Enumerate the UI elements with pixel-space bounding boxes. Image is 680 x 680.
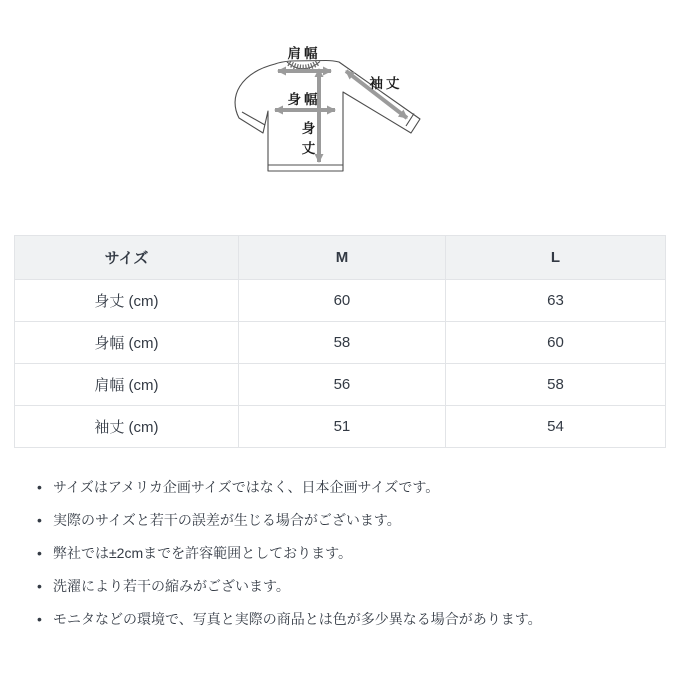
table-row: [15, 280, 666, 322]
list-item: • 実際のサイズと若干の誤差が生じる場合がございます。: [36, 511, 656, 530]
row-label: 身幅 (cm): [15, 322, 239, 364]
row-label: 身丈 (cm): [15, 280, 239, 322]
row-value-l: 54: [445, 406, 665, 448]
size-table-header-size: サイズ: [15, 236, 239, 280]
shoulder-width-label: 肩幅: [287, 46, 321, 61]
list-item: • モニタなどの環境で、写真と実際の商品とは色が多少異なる場合があります。: [36, 610, 656, 629]
body-length-label-char2: 丈: [301, 141, 319, 156]
size-table-header-m: M: [238, 236, 445, 280]
size-table-header-row: [15, 236, 666, 280]
row-label: 袖丈 (cm): [15, 406, 239, 448]
row-value-m: 60: [238, 280, 445, 322]
shirt-diagram-svg: [222, 33, 466, 205]
row-label: 肩幅 (cm): [15, 364, 239, 406]
row-value-l: 58: [445, 364, 665, 406]
list-item: • 洗濯により若干の縮みがございます。: [36, 577, 656, 596]
row-value-l: 63: [445, 280, 665, 322]
sleeve-length-label: 袖丈: [369, 76, 403, 91]
row-value-m: 58: [238, 322, 445, 364]
body-width-label: 身幅: [287, 92, 321, 107]
list-item: • サイズはアメリカ企画サイズではなく、日本企画サイズです。: [36, 478, 656, 497]
row-value-l: 60: [445, 322, 665, 364]
size-table: [14, 235, 666, 448]
table-row: [15, 406, 666, 448]
table-row: [15, 322, 666, 364]
shirt-measurement-diagram: [222, 33, 466, 205]
row-value-m: 56: [238, 364, 445, 406]
row-value-m: 51: [238, 406, 445, 448]
table-row: [15, 364, 666, 406]
size-notes-list: [36, 478, 656, 643]
body-length-label-char1: 身: [301, 121, 319, 136]
list-item: • 弊社では±2cmまでを許容範囲としております。: [36, 544, 656, 563]
size-table-header-l: L: [445, 236, 665, 280]
